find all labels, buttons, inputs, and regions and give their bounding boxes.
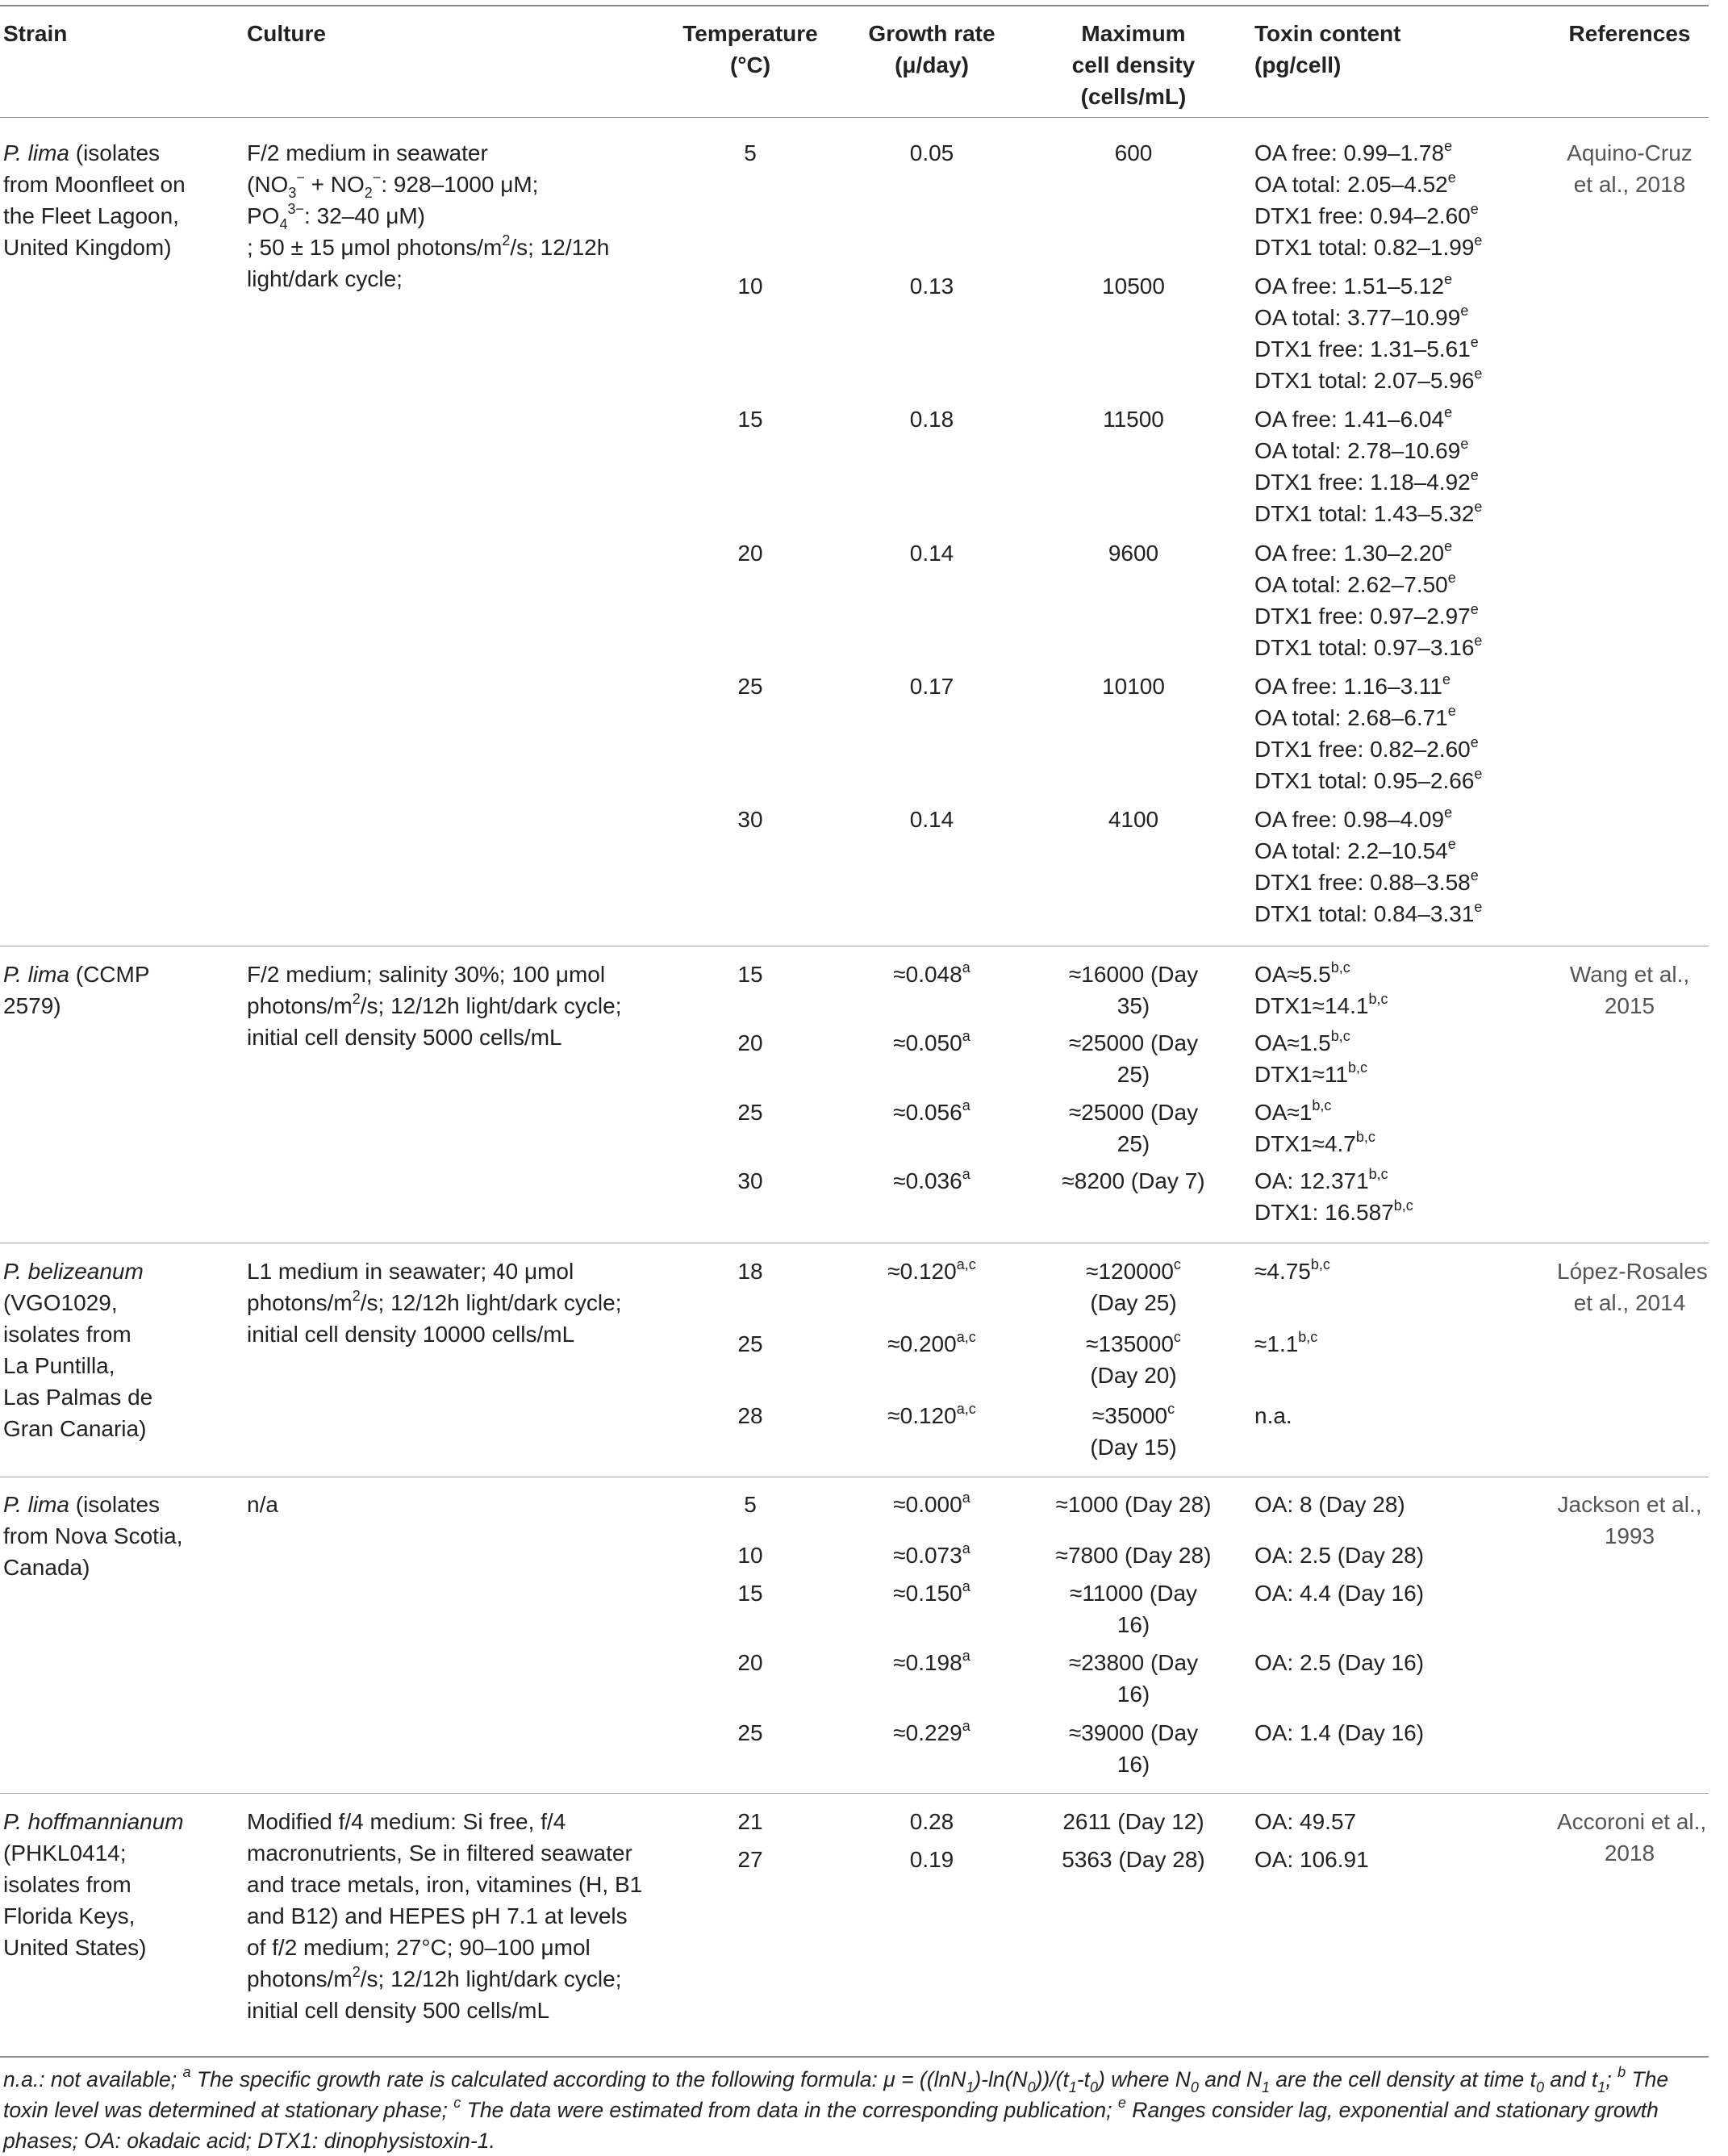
temperature-cell: 20 bbox=[737, 1650, 763, 1675]
growth-rate-cell: ≈0.048$^a$ bbox=[893, 959, 970, 987]
footnote-na: n.a.: not available; bbox=[3, 2067, 177, 2091]
growth-rate-cell: ≈0.229$^a$ bbox=[893, 1718, 970, 1745]
reference-cell: Wang et al., 2015 bbox=[1569, 962, 1690, 1018]
temperature-cell: 25 bbox=[737, 674, 763, 699]
footnote-e: $^e$ Ranges consider lag, exponential and stationary growth phases; OA: okadaic acid; DTX1: dinophysistoxin-1. bbox=[3, 2095, 1659, 2153]
header-growth-rate: Growth rate (μ/day) bbox=[868, 21, 995, 77]
toxin-cell: n.a. bbox=[1254, 1403, 1292, 1428]
toxin-cell: OA: 12.371$^{b,c}$ DTX1: 16.587$^{b,c}$ bbox=[1254, 1166, 1413, 1225]
growth-rate-cell: ≈0.056$^a$ bbox=[893, 1097, 970, 1125]
strain-cell: P. lima (isolates from Nova Scotia, Canada) bbox=[3, 1492, 183, 1580]
strain-cell: P. lima (isolates from Moonfleet on the Fleet Lagoon, United Kingdom) bbox=[3, 140, 186, 260]
toxin-cell: OA: 2.5 (Day 28) bbox=[1254, 1543, 1425, 1568]
toxin-cell: OA free: 1.30–2.20e OA total: 2.62–7.50e DTX1 free: 0.97–2.97e DTX1 total: 0.97–3.16e bbox=[1254, 538, 1483, 660]
toxin-cell: OA: 49.57 bbox=[1254, 1809, 1357, 1834]
reference-cell: Jackson et al., 1993 bbox=[1557, 1492, 1702, 1548]
group-divider bbox=[0, 1793, 1709, 1794]
temperature-cell: 27 bbox=[737, 1847, 763, 1872]
growth-rate-cell: ≈0.073$^a$ bbox=[893, 1540, 970, 1568]
max-density-cell: ≈7800 (Day 28) bbox=[1055, 1543, 1212, 1568]
toxin-cell: OA: 106.91 bbox=[1254, 1847, 1369, 1872]
max-density-cell: 10100 bbox=[1102, 674, 1165, 699]
footnote-c: $^c$ The data were estimated from data in the corresponding publication; bbox=[453, 2095, 1112, 2122]
culture-cell: n/a bbox=[247, 1492, 278, 1517]
temperature-cell: 18 bbox=[737, 1259, 763, 1284]
culture-cell: L1 medium in seawater; 40 μmol photons/$m^2/s$; 12/12h light/dark cycle; initial cell density 10000 cells/mL bbox=[247, 1259, 622, 1347]
growth-rate-cell: $\approx 0.120^{a,c}$ bbox=[887, 1401, 976, 1428]
table-footnotes bbox=[3, 2064, 1705, 2156]
growth-rate-cell: 0.18 bbox=[909, 407, 954, 432]
growth-rate-cell: 0.05 bbox=[909, 140, 954, 165]
toxin-cell: OA free: 0.99–1.78e OA total: 2.05–4.52e DTX1 free: 0.94–2.60e DTX1 total: 0.82–1.99e bbox=[1254, 138, 1483, 260]
toxin-cell: OA: 8 (Day 28) bbox=[1254, 1492, 1405, 1517]
reference-cell: Accoroni et al., 2018 bbox=[1557, 1809, 1707, 1866]
temperature-cell: 15 bbox=[737, 962, 763, 987]
max-density-cell: ≈16000 (Day 35) bbox=[1068, 962, 1199, 1018]
max-density-cell: 11500 bbox=[1103, 407, 1164, 432]
max-density-cell: ≈25000 (Day 25) bbox=[1068, 1100, 1199, 1156]
toxin-cell: OA free: 1.41–6.04e OA total: 2.78–10.69e DTX1 free: 1.18–4.92e DTX1 total: 1.43–5.32e bbox=[1254, 404, 1483, 526]
growth-rate-cell: 0.19 bbox=[909, 1847, 954, 1872]
growth-rate-cell: $\approx 0.120^{a,c}$ bbox=[887, 1256, 976, 1284]
growth-rate-cell: 0.14 bbox=[909, 541, 954, 566]
growth-rate-cell: ≈0.150$^a$ bbox=[893, 1578, 970, 1606]
table-bottom-rule bbox=[0, 2056, 1709, 2058]
temperature-cell: 25 bbox=[737, 1100, 763, 1125]
max-density-cell: $\approx 120000^c$ (Day 25) bbox=[1086, 1256, 1181, 1315]
max-density-cell: 9600 bbox=[1108, 541, 1159, 566]
header-max-density: Maximum cell density (cells/mL) bbox=[1071, 21, 1196, 109]
temperature-cell: 21 bbox=[737, 1809, 763, 1834]
temperature-cell: 10 bbox=[737, 1543, 763, 1568]
growth-rate-cell: 0.17 bbox=[909, 674, 954, 699]
temperature-cell: 20 bbox=[737, 541, 763, 566]
toxin-cell: $OA\approx 1.5^{b,c}$ $DTX1\approx 11^{b,c}$ bbox=[1254, 1028, 1368, 1087]
growth-rate-cell: 0.13 bbox=[909, 274, 954, 299]
header-rule bbox=[0, 117, 1709, 118]
toxin-cell: OA: 1.4 (Day 16) bbox=[1254, 1720, 1425, 1745]
table-top-rule bbox=[0, 5, 1709, 6]
footnote-a: $^a$ The specific growth rate is calculated according to the following formula: $\mu = ((\ln N_1)-\ln(N_0))/(t_1-t_0)$ where $N_0$ and $N_1$ are the cell density at time $t_0$ and $t_1$; bbox=[182, 2064, 1612, 2095]
max-density-cell: 5363 (Day 28) bbox=[1062, 1847, 1205, 1872]
temperature-cell: 30 bbox=[737, 807, 763, 832]
culture-cell: Modified f/4 medium: Si free, f/4 macronutrients, Se in filtered seawater and trace metals, iron, vitamines (H, B1 and B12) and HEPES pH 7.1 at levels of f/2 medium; 27°C; 90–100 μmol photons/$m^2/s$; 12/12h light/dark cycle; initial cell density 500 cells/mL bbox=[247, 1809, 643, 2023]
growth-rate-cell: ≈0.198$^a$ bbox=[893, 1648, 970, 1675]
temperature-cell: 5 bbox=[744, 140, 757, 165]
max-density-cell: 10500 bbox=[1102, 274, 1165, 299]
temperature-cell: 10 bbox=[737, 274, 763, 299]
reference-cell: Aquino-Cruz et al., 2018 bbox=[1567, 140, 1693, 197]
strain-cell: P. hoffmannianum (PHKL0414; isolates from Florida Keys, United States) bbox=[3, 1809, 184, 1960]
max-density-cell: 600 bbox=[1114, 140, 1153, 165]
max-density-cell: ≈11000 (Day 16) bbox=[1069, 1581, 1198, 1637]
header-strain: Strain bbox=[3, 21, 68, 46]
reference-cell: López-Rosales et al., 2014 bbox=[1557, 1259, 1708, 1315]
growth-rate-cell: ≈0.036$^a$ bbox=[893, 1166, 970, 1193]
temperature-cell: 25 bbox=[737, 1331, 763, 1356]
temperature-cell: 30 bbox=[737, 1168, 763, 1193]
temperature-cell: 5 bbox=[744, 1492, 757, 1517]
toxin-cell: $\approx 4.75^{b,c}$ bbox=[1254, 1256, 1330, 1284]
temperature-cell: 28 bbox=[737, 1403, 763, 1428]
toxin-cell: $\approx 1.1^{b,c}$ bbox=[1254, 1329, 1318, 1356]
culture-cell: F/2 medium in seawater ($NO_3^- + NO_2^-$: 928–1000 μM; $PO_4^{3-}$: 32–40 μM) ; 50 ± 15 μmol photons/$m^2/s$; 12/12h light/dark cycle; bbox=[247, 140, 610, 291]
growth-rate-cell: $\approx 0.200^{a,c}$ bbox=[887, 1329, 976, 1356]
toxin-cell: OA: 2.5 (Day 16) bbox=[1254, 1650, 1425, 1675]
growth-rate-cell: ≈0.050$^a$ bbox=[893, 1028, 970, 1055]
max-density-cell: 2611 (Day 12) bbox=[1062, 1809, 1204, 1834]
max-density-cell: 4100 bbox=[1108, 807, 1159, 832]
temperature-cell: 15 bbox=[737, 1581, 763, 1606]
toxin-cell: $OA\approx 5.5^{b,c}$ $DTX1\approx 14.1^{b,c}$ bbox=[1254, 959, 1388, 1018]
toxin-cell: OA free: 1.51–5.12e OA total: 3.77–10.99e DTX1 free: 1.31–5.61e DTX1 total: 2.07–5.96e bbox=[1254, 271, 1483, 393]
growth-rate-cell: ≈0.000$^a$ bbox=[893, 1490, 970, 1517]
max-density-cell: ≈23800 (Day 16) bbox=[1068, 1650, 1199, 1707]
strain-cell: P. belizeanum (VGO1029, isolates from La Puntilla, Las Palmas de Gran Canaria) bbox=[3, 1259, 153, 1441]
header-references: References bbox=[1568, 21, 1691, 46]
max-density-cell: ≈39000 (Day 16) bbox=[1068, 1720, 1199, 1777]
footnote-b: $^b$ The toxin level was determined at stationary phase; bbox=[3, 2064, 1669, 2122]
toxin-cell: OA: 4.4 (Day 16) bbox=[1254, 1581, 1425, 1606]
max-density-cell: $\approx 135000^c$ (Day 20) bbox=[1086, 1329, 1181, 1388]
growth-rate-cell: 0.28 bbox=[909, 1809, 954, 1834]
max-density-cell: ≈1000 (Day 28) bbox=[1055, 1492, 1212, 1517]
temperature-cell: 20 bbox=[737, 1030, 763, 1055]
max-density-cell: ≈8200 (Day 7) bbox=[1062, 1168, 1205, 1193]
header-temperature: Temperature (°C) bbox=[682, 21, 818, 77]
toxin-cell: OA free: 1.16–3.11e OA total: 2.68–6.71e DTX1 free: 0.82–2.60e DTX1 total: 0.95–2.66e bbox=[1254, 671, 1483, 793]
strain-cell: P. lima (CCMP 2579) bbox=[3, 962, 150, 1018]
header-culture: Culture bbox=[247, 21, 326, 46]
temperature-cell: 25 bbox=[737, 1720, 763, 1745]
growth-rate-cell: 0.14 bbox=[909, 807, 954, 832]
temperature-cell: 15 bbox=[737, 407, 763, 432]
header-toxin-content: Toxin content (pg/cell) bbox=[1254, 21, 1401, 77]
max-density-cell: $\approx 35000^c$ (Day 15) bbox=[1090, 1401, 1177, 1460]
culture-cell: F/2 medium; salinity 30%; 100 μmol photons/$m^2/s$; 12/12h light/dark cycle; initial cell density 5000 cells/mL bbox=[247, 962, 622, 1050]
toxin-cell: OA free: 0.98–4.09e OA total: 2.2–10.54e DTX1 free: 0.88–3.58e DTX1 total: 0.84–3.31e bbox=[1254, 804, 1483, 926]
toxin-cell: $OA\approx 1^{b,c}$ $DTX1\approx 4.7^{b,c}$ bbox=[1254, 1097, 1375, 1156]
max-density-cell: ≈25000 (Day 25) bbox=[1068, 1030, 1199, 1087]
